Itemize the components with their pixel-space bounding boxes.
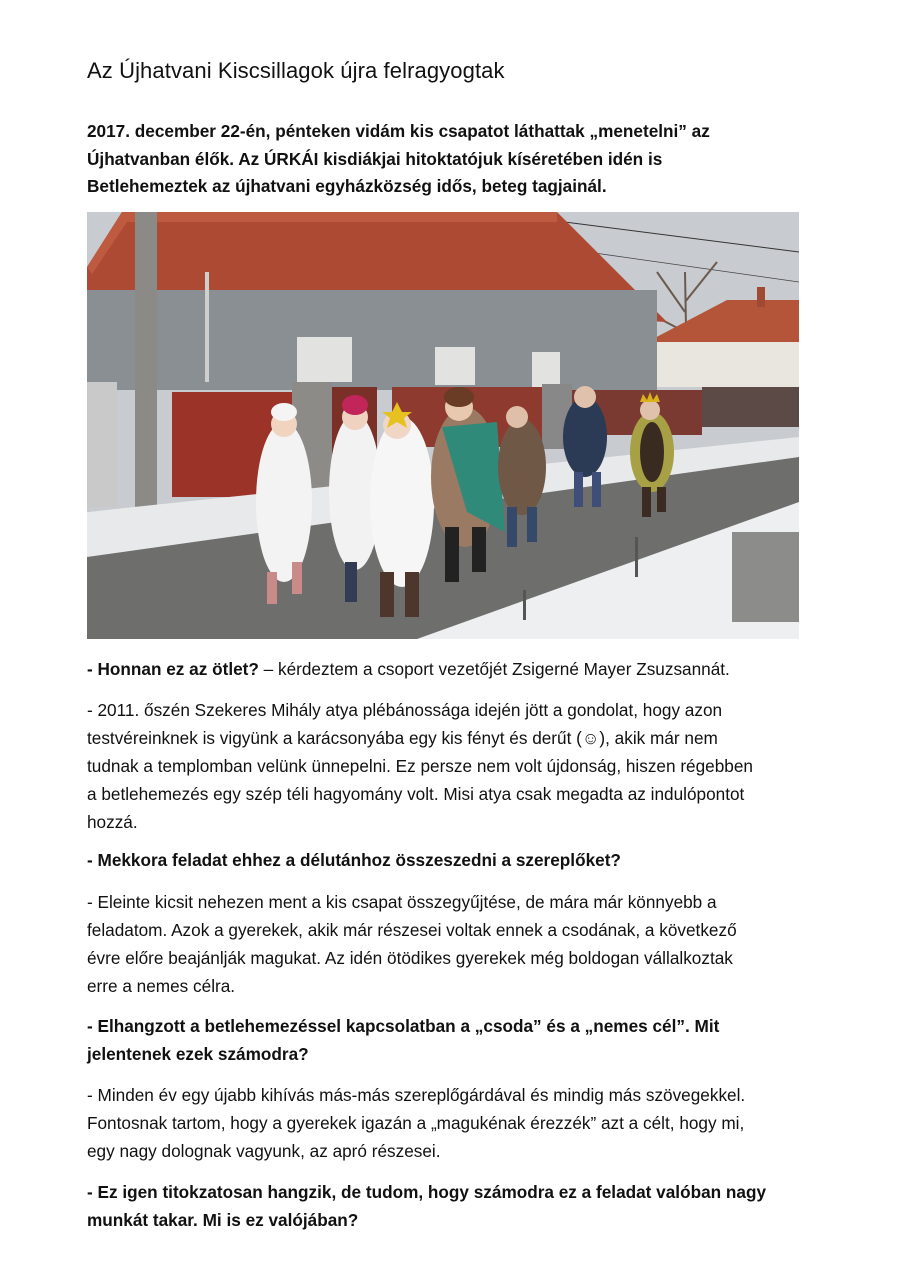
interview-answer bbox=[87, 888, 847, 1000]
answer-line: erre a nemes célra. bbox=[87, 976, 236, 996]
interview-answer bbox=[87, 696, 847, 836]
interview-question bbox=[87, 1178, 847, 1234]
answer-line: hozzá. bbox=[87, 812, 138, 832]
answer-line: egy nagy dolognak vagyunk, az apró részesei. bbox=[87, 1141, 441, 1161]
interview-question bbox=[87, 1012, 847, 1068]
lead-line: 2017. december 22-én, pénteken vidám kis csapatot láthattak „menetelni” az bbox=[87, 121, 710, 141]
answer-line: Fontosnak tartom, hogy a gyerekek igazán a „magukénak érezzék” azt a célt, hogy mi, bbox=[87, 1113, 745, 1133]
question-text: - Elhangzott a betlehemezéssel kapcsolatban a „csoda” és a „nemes cél”. Mit bbox=[87, 1016, 720, 1036]
article-title: Az Újhatvani Kiscsillagok újra felragyogtak bbox=[87, 58, 505, 83]
question-text: - Mekkora feladat ehhez a délutánhoz összeszedni a szereplőket? bbox=[87, 850, 621, 870]
lead-line: Újhatvanban élők. Az ÚRKÁI kisdiákjai hitoktatójuk kíséretében idén is bbox=[87, 148, 663, 169]
interview-answer bbox=[87, 1081, 847, 1165]
answer-line: évre előre beajánlják magukat. Az idén ötödikes gyerekek még boldogan vállalkoztak bbox=[87, 948, 733, 968]
question-text: - Ez igen titokzatosan hangzik, de tudom, hogy számodra ez a feladat valóban nagy bbox=[87, 1182, 767, 1202]
question-text: munkát takar. Mi is ez valójában? bbox=[87, 1210, 359, 1230]
answer-line: a betlehemezés egy szép téli hagyomány volt. Misi atya csak megadta az indulópontot bbox=[87, 784, 745, 804]
lead-line: Betlehemeztek az újhatvani egyházközség idős, beteg tagjainál. bbox=[87, 176, 607, 196]
answer-line: testvéreinknek is vigyünk a karácsonyába egy kis fényt és derűt (☺), akik már nem bbox=[87, 728, 718, 748]
interview-question bbox=[87, 846, 847, 874]
answer-line: tudnak a templomban velünk ünnepelni. Ez persze nem volt újdonság, hiszen régebben bbox=[87, 756, 753, 776]
answer-line: - 2011. őszén Szekeres Mihály atya plébánossága idején jött a gondolat, hogy azon bbox=[87, 700, 723, 720]
answer-line: - Minden év egy újabb kihívás más-más szereplőgárdával és mindig más szövegekkel. bbox=[87, 1085, 746, 1105]
answer-line: feladatom. Azok a gyerekek, akik már részesei voltak ennek a csodának, a következő bbox=[87, 920, 737, 940]
answer-line: - Eleinte kicsit nehezen ment a kis csapat összegyűjtése, de mára már könnyebb a bbox=[87, 892, 717, 912]
interview-question bbox=[87, 655, 847, 683]
question-text: jelentenek ezek számodra? bbox=[87, 1044, 309, 1064]
article-photo bbox=[87, 212, 799, 639]
question-text: - Honnan ez az ötlet? bbox=[87, 659, 259, 679]
question-suffix: – kérdeztem a csoport vezetőjét Zsigerné Mayer Zsuzsannát. bbox=[258, 659, 730, 679]
article-lead bbox=[87, 118, 807, 201]
